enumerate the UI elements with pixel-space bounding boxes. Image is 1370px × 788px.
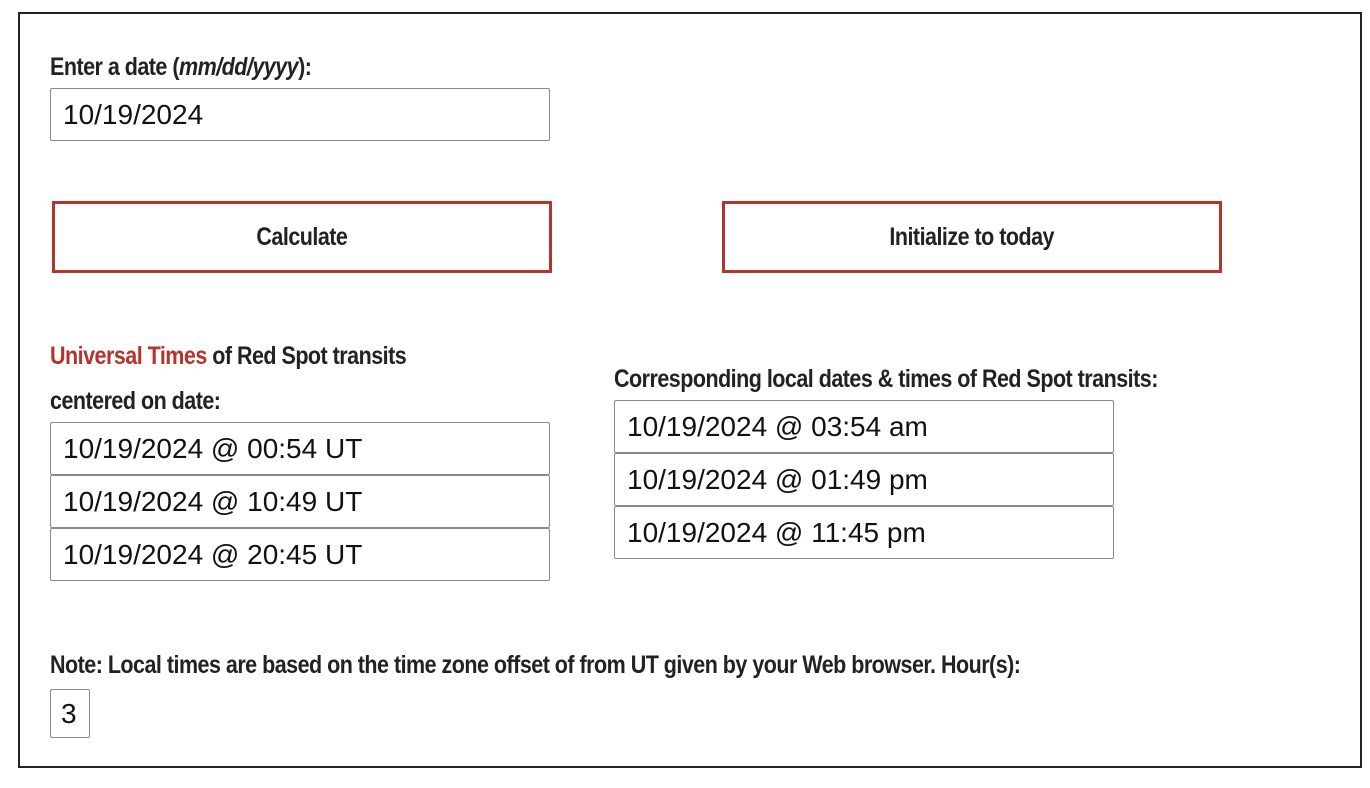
ut-heading-line2: centered on date: [50, 387, 221, 415]
initialize-today-button[interactable]: Initialize to today [722, 201, 1222, 273]
local-time-field[interactable] [614, 506, 1114, 559]
ut-heading-accent: Universal Times [50, 342, 207, 370]
date-input-label: Enter a date (mm/dd/yyyy): [50, 53, 312, 81]
ut-time-field[interactable] [50, 422, 550, 475]
ut-time-field[interactable] [50, 475, 550, 528]
date-format-hint: mm/dd/yyyy [178, 53, 299, 81]
local-time-field[interactable] [614, 400, 1114, 453]
local-heading: Corresponding local dates & times of Red Spot transits: [614, 365, 1158, 393]
timezone-offset-field[interactable] [50, 689, 90, 738]
timezone-note: Note: Local times are based on the time zone offset of from UT given by your Web browser. Hour(s): [50, 651, 1021, 679]
calculate-button[interactable]: Calculate [52, 201, 552, 273]
date-input[interactable] [50, 88, 550, 141]
local-time-field[interactable] [614, 453, 1114, 506]
ut-time-field[interactable] [50, 528, 550, 581]
ut-heading: Universal Times of Red Spot transits [50, 342, 407, 370]
